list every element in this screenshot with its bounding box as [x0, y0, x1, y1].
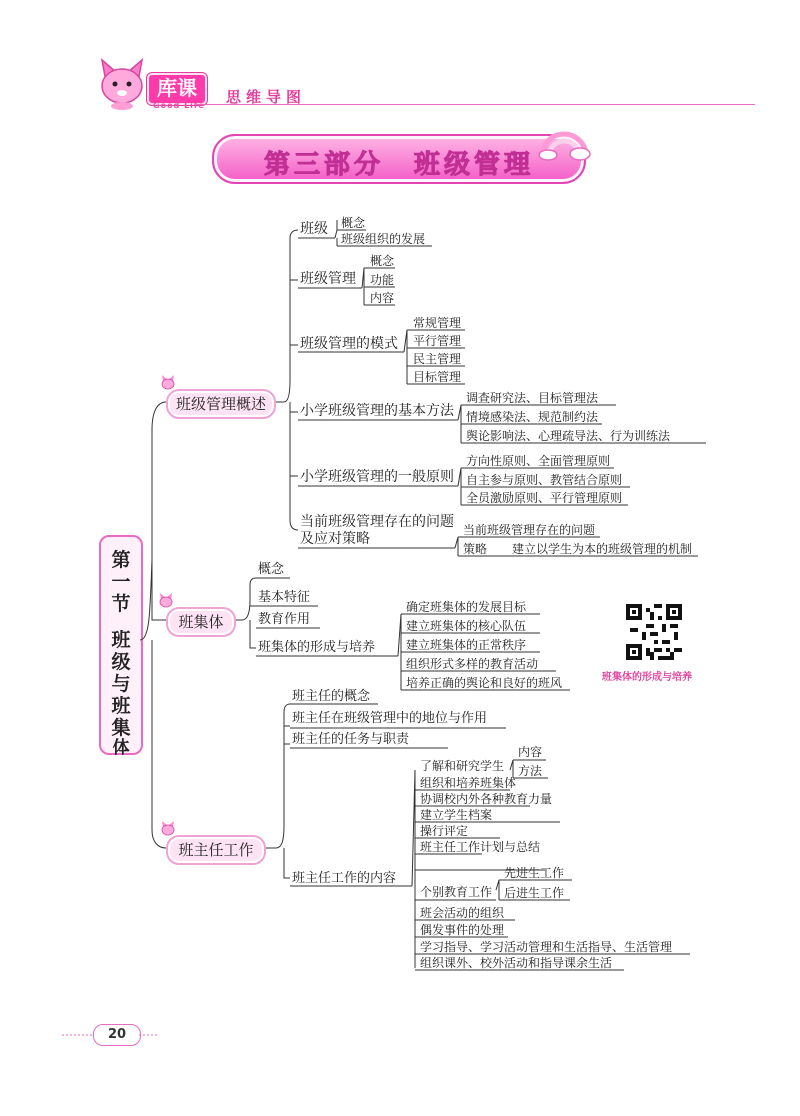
leaf-label: 个别教育工作 — [420, 885, 493, 899]
chapter-char: 体 — [112, 738, 130, 758]
banner-title: 第三部分 班级管理 — [263, 150, 534, 180]
branch-label: 教育作用 — [258, 612, 311, 627]
leaf-label: 组织和培养班集体 — [420, 776, 517, 790]
chapter-char: 第 — [111, 549, 131, 571]
leaf-label: 建立以学生为本的班级管理的机制 — [512, 542, 693, 556]
brand-subtitle: Good Life — [153, 101, 205, 110]
leaf-label: 建立班集体的核心队伍 — [406, 619, 527, 633]
topic-head-teacher-work: 班主任工作 — [166, 835, 266, 865]
leaf-label: 全员激励原则、平行管理原则 — [466, 491, 623, 505]
leaf-label: 舆论影响法、心理疏导法、行为训练法 — [466, 429, 671, 443]
leaf-label: 功能 — [370, 273, 395, 287]
chapter-char: 集 — [111, 717, 131, 739]
branch-label: 概念 — [258, 562, 285, 577]
branch-label: 班级管理的模式 — [300, 336, 398, 352]
branch-label: 及应对策略 — [300, 531, 370, 547]
page-number-rule-right — [139, 1034, 159, 1036]
leaf-label: 概念 — [370, 254, 395, 268]
leaf-label: 协调校内外各种教育力量 — [420, 792, 553, 806]
leaf-label: 后进生工作 — [504, 886, 565, 900]
leaf-label: 情境感染法、规范制约法 — [466, 410, 599, 424]
page-number-rule-left — [62, 1034, 93, 1036]
branch-label: 基本特征 — [258, 590, 311, 605]
leaf-label: 班会活动的组织 — [420, 906, 505, 920]
leaf-label: 了解和研究学生 — [420, 759, 505, 773]
chapter-char: 级 — [111, 651, 131, 673]
leaf-label: 组织形式多样的教育活动 — [406, 657, 539, 671]
branch-label: 小学班级管理的基本方法 — [300, 403, 454, 419]
leaf-label: 组织课外、校外活动和指导课余生活 — [420, 956, 613, 970]
leaf-label: 方法 — [518, 764, 543, 778]
brand-logo: 库课 — [147, 73, 207, 105]
leaf-label: 目标管理 — [413, 370, 462, 384]
chapter-char: 节 — [111, 593, 131, 615]
branch-label: 班级管理 — [300, 271, 356, 287]
chapter-char: 班 — [111, 695, 131, 717]
leaf-label: 确定班集体的发展目标 — [406, 600, 527, 614]
leaf-label: 学习指导、学习活动管理和生活指导、生活管理 — [420, 940, 673, 954]
qr-caption: 班集体的形成与培养 — [602, 672, 692, 683]
leaf-label: 班级组织的发展 — [341, 232, 426, 246]
leaf-label: 常规管理 — [413, 316, 462, 330]
topic-class-collective: 班集体 — [166, 607, 236, 637]
branch-label: 班主任的任务与职责 — [292, 732, 410, 747]
page-number: 20 — [93, 1024, 141, 1046]
chapter-char: 一 — [111, 571, 131, 593]
branch-label: 班主任的概念 — [292, 689, 371, 704]
branch-label: 班级 — [300, 221, 328, 237]
leaf-label: 建立班集体的正常秩序 — [406, 638, 527, 652]
branch-label: 当前班级管理存在的问题 — [300, 514, 454, 530]
branch-label: 班集体的形成与培养 — [258, 640, 376, 655]
branch-label: 班主任工作的内容 — [292, 871, 397, 886]
leaf-label: 班主任工作计划与总结 — [420, 840, 541, 854]
leaf-label: 自主参与原则、教管结合原则 — [466, 473, 623, 487]
topic-class-management-overview: 班级管理概述 — [166, 389, 276, 419]
leaf-label: 调查研究法、目标管理法 — [466, 391, 599, 405]
leaf-label: 内容 — [370, 291, 395, 305]
leaf-label: 操行评定 — [420, 824, 469, 838]
chapter-char: 班 — [111, 629, 131, 651]
leaf-label: 策略 — [463, 542, 488, 556]
leaf-label: 内容 — [518, 745, 543, 759]
leaf-label: 平行管理 — [413, 334, 462, 348]
leaf-label: 建立学生档案 — [420, 808, 493, 822]
leaf-label: 当前班级管理存在的问题 — [463, 523, 596, 537]
section-title: 思维导图 — [226, 88, 307, 106]
leaf-label: 培养正确的舆论和良好的班风 — [406, 676, 563, 690]
branch-label: 小学班级管理的一般原则 — [300, 469, 454, 485]
leaf-label: 方向性原则、全面管理原则 — [466, 454, 611, 468]
leaf-label: 民主管理 — [413, 352, 462, 366]
leaf-label: 概念 — [341, 216, 366, 230]
leaf-label: 先进生工作 — [504, 866, 565, 880]
branch-label: 班主任在班级管理中的地位与作用 — [292, 711, 488, 726]
qr-code[interactable] — [626, 604, 682, 660]
chapter-char: 与 — [111, 673, 131, 695]
leaf-label: 偶发事件的处理 — [420, 923, 505, 937]
